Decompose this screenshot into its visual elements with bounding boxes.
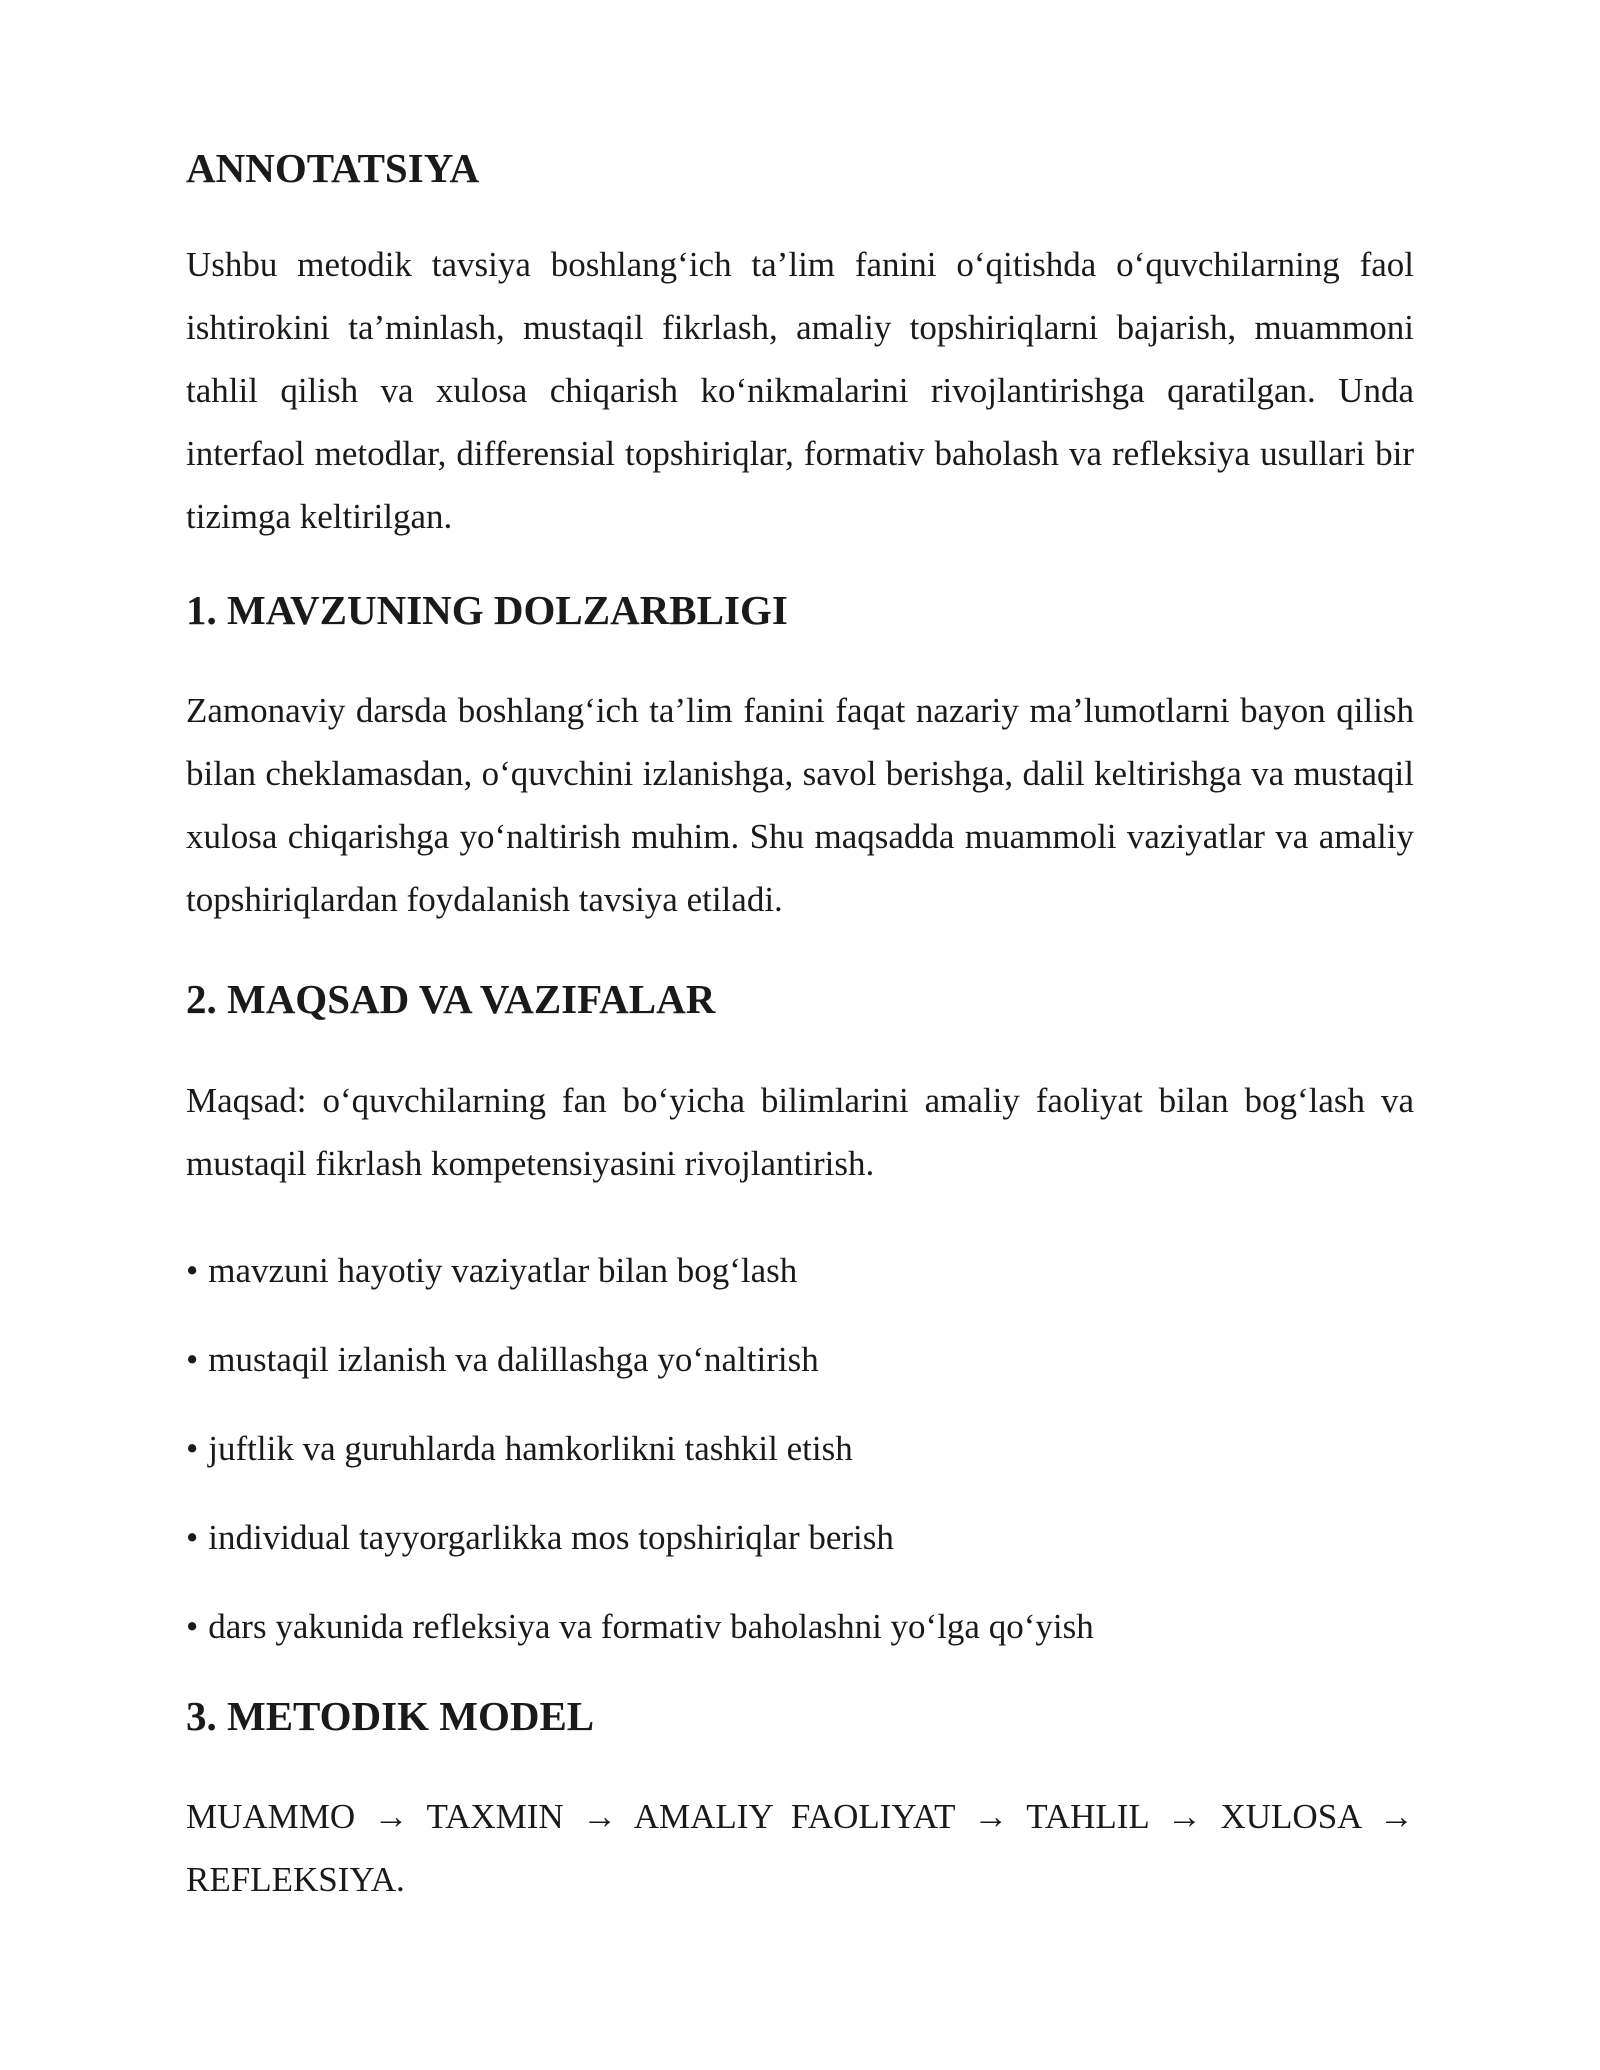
- list-item: [186, 1595, 1414, 1658]
- section3-heading: 3. METODIK MODEL: [186, 1692, 595, 1739]
- section1-heading: 1. MAVZUNING DOLZARBLIGI: [186, 587, 788, 634]
- bullet-icon: •: [186, 1517, 199, 1557]
- task-text: juftlik va guruhlarda hamkorlikni tashkil etish: [208, 1428, 853, 1468]
- bullet-icon: •: [186, 1339, 199, 1379]
- section1-paragraph: Zamonaviy darsda boshlang‘ich ta’lim fanini faqat nazariy ma’lumotlarni bayon qilish bilan cheklamasdan, o‘quvchini izlanishga, savol berishga, dalil keltirishga va mustaqil xulosa chiqarishga yo‘naltirish muhim. Shu maqsadda muammoli vaziyatlar va amaliy topshiriqlardan foydalanish tavsiya etiladi.: [186, 691, 1414, 920]
- list-item: [186, 1506, 1414, 1569]
- bullet-icon: •: [186, 1606, 199, 1646]
- bullet-icon: •: [186, 1428, 199, 1468]
- task-text: mustaqil izlanish va dalillashga yo‘naltirish: [208, 1339, 819, 1379]
- document-page: [186, 144, 1414, 1911]
- task-text: individual tayyorgarlikka mos topshiriqlar berish: [208, 1517, 894, 1557]
- method-model-sequence: MUAMMO → TAXMIN → AMALIY FAOLIYAT → TAHLIL → XULOSA → REFLEKSIYA.: [186, 1796, 1414, 1899]
- list-item: [186, 1239, 1414, 1302]
- task-text: dars yakunida refleksiya va formativ baholashni yo‘lga qo‘yish: [208, 1606, 1094, 1646]
- tasks-list: [186, 1239, 1414, 1658]
- task-text: mavzuni hayotiy vaziyatlar bilan bog‘lash: [208, 1250, 798, 1290]
- annotation-paragraph: Ushbu metodik tavsiya boshlang‘ich ta’lim fanini o‘qitishda o‘quvchilarning faol ishtirokini ta’minlash, mustaqil fikrlash, amaliy topshiriqlarni bajarish, muammoni tahlil qilish va xulosa chiqarish ko‘nikmalarini rivojlantirishga qaratilgan. Unda interfaol metodlar, differensial topshiriqlar, formativ baholash va refleksiya usullari bir tizimga keltirilgan.: [186, 245, 1414, 537]
- list-item: [186, 1328, 1414, 1391]
- bullet-icon: •: [186, 1250, 199, 1290]
- list-item: [186, 1417, 1414, 1480]
- section2-goal-paragraph: Maqsad: o‘quvchilarning fan bo‘yicha bilimlarini amaliy faoliyat bilan bog‘lash va mustaqil fikrlash kompetensiyasini rivojlantirish.: [186, 1080, 1414, 1183]
- section2-heading: 2. MAQSAD VA VAZIFALAR: [186, 976, 716, 1023]
- annotation-heading: ANNOTATSIYA: [186, 145, 480, 191]
